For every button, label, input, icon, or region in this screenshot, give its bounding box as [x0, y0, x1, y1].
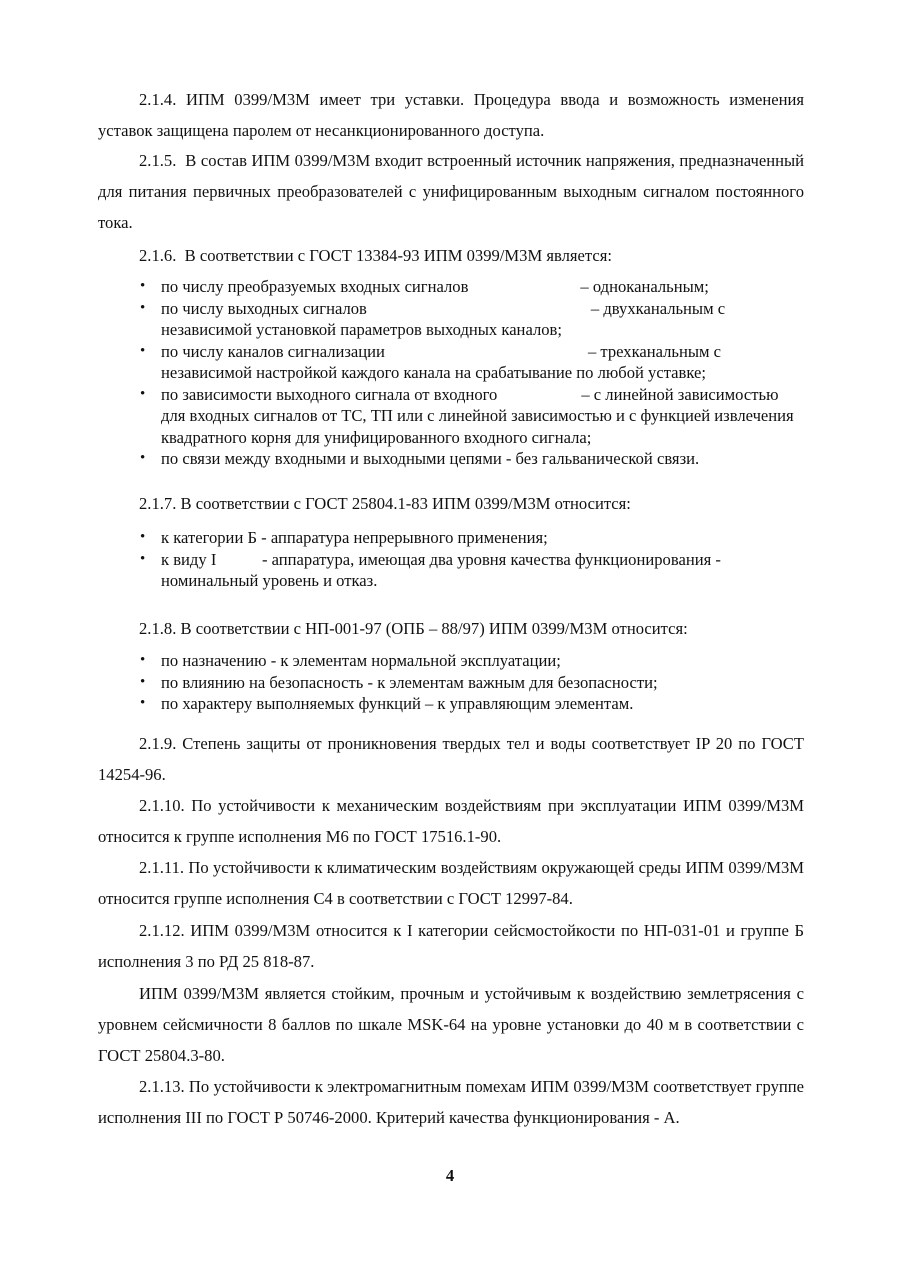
list-item: • к виду I - аппаратура, имеющая два уровня качества функционирования - номинальный уровень и отказ.	[139, 549, 804, 592]
paragraph-text: 2.1.4. ИПМ 0399/М3М имеет три уставки. Процедура ввода и возможность изменения уставок защищена паролем от несанкционированного доступа.	[98, 90, 804, 140]
paragraph-text: 2.1.10. По устойчивости к механическим воздействиям при эксплуатации ИПМ 0399/М3М относится к группе исполнения М6 по ГОСТ 17516.1-90.	[98, 796, 804, 846]
list-item-lead: по числу каналов сигнализации	[161, 341, 385, 361]
list-item: • по назначению - к элементам нормальной эксплуатации;	[139, 650, 804, 672]
list-item	[139, 341, 804, 384]
page-number: 4	[445, 1166, 455, 1185]
paragraph-2-1-4	[98, 84, 804, 146]
list-item-tail: – двухканальным с независимой установкой параметров выходных каналов;	[161, 298, 726, 339]
paragraph-text: 2.1.9. Степень защиты от проникновения твердых тел и воды соответствует IP 20 по ГОСТ 14254-96.	[98, 734, 804, 784]
list-item-tail: – с линейной зависимостью для входных сигналов от ТС, ТП или с линейной зависимостью и с функцией извлечения квадратного корня для унифицированного входного сигнала;	[161, 384, 794, 447]
paragraph-text: 2.1.5. В состав ИПМ 0399/М3М входит встроенный источник напряжения, предназначенный для питания первичных преобразователей с унифицированным выходным сигналом постоянного тока.	[98, 151, 804, 232]
list-item-lead: по числу преобразуемых входных сигналов	[161, 277, 469, 296]
list-item-tail: – трехканальным с независимой настройкой каждого канала на срабатывание по любой уставке;	[161, 341, 722, 382]
list-2-1-8	[139, 650, 804, 715]
list-item-lead: по зависимости выходного сигнала от входного	[161, 384, 498, 404]
paragraph-text: 2.1.11. По устойчивости к климатическим воздействиям окружающей среды ИПМ 0399/М3М относится группе исполнения С4 в соответствии с ГОСТ 12997-84.	[98, 858, 804, 908]
list-item: • по влиянию на безопасность - к элементам важным для безопасности;	[139, 672, 804, 694]
paragraph-2-1-13	[98, 1071, 804, 1133]
list-item: • по характеру выполняемых функций – к управляющим элементам.	[139, 693, 804, 715]
paragraph-text: ИПМ 0399/М3М является стойким, прочным и устойчивым к воздействию землетрясения с уровнем сейсмичности 8 баллов по шкале MSK-64 на уровне установки до 40 м в соответствии с ГОСТ 25804.3-80.	[98, 984, 804, 1065]
list-item-lead: по связи между входными и выходными цепями - без гальванической связи.	[161, 449, 700, 468]
list-item	[139, 384, 804, 449]
paragraph-2-1-6: 2.1.6. В соответствии с ГОСТ 13384-93 ИПМ 0399/М3М является:	[139, 246, 612, 265]
list-item	[139, 276, 804, 298]
paragraph-2-1-9	[98, 728, 804, 790]
paragraph-text: 2.1.13. По устойчивости к электромагнитным помехам ИПМ 0399/М3М соответствует группе исполнения III по ГОСТ Р 50746-2000. Критерий качества функционирования - А.	[98, 1077, 804, 1127]
list-item	[139, 298, 804, 341]
paragraph-2-1-8: 2.1.8. В соответствии с НП-001-97 (ОПБ – 88/97) ИПМ 0399/М3М относится:	[139, 619, 688, 638]
list-2-1-6	[139, 276, 804, 470]
paragraph-2-1-12-seismic	[98, 978, 804, 1071]
list-item: • к категории Б - аппаратура непрерывного применения;	[139, 527, 804, 549]
list-2-1-7	[139, 527, 804, 592]
list-item-lead: по числу выходных сигналов	[161, 298, 367, 318]
paragraph-2-1-7: 2.1.7. В соответствии с ГОСТ 25804.1-83 ИПМ 0399/М3М относится:	[139, 494, 631, 513]
paragraph-2-1-5	[98, 145, 804, 238]
paragraph-2-1-10	[98, 790, 804, 852]
list-item-tail: – одноканальным;	[580, 277, 709, 296]
paragraph-2-1-12	[98, 915, 804, 977]
paragraph-2-1-11	[98, 852, 804, 914]
paragraph-text: 2.1.12. ИПМ 0399/М3М относится к I категории сейсмостойкости по НП-031-01 и группе Б исполнения 3 по РД 25 818-87.	[98, 921, 804, 971]
list-item	[139, 448, 804, 470]
